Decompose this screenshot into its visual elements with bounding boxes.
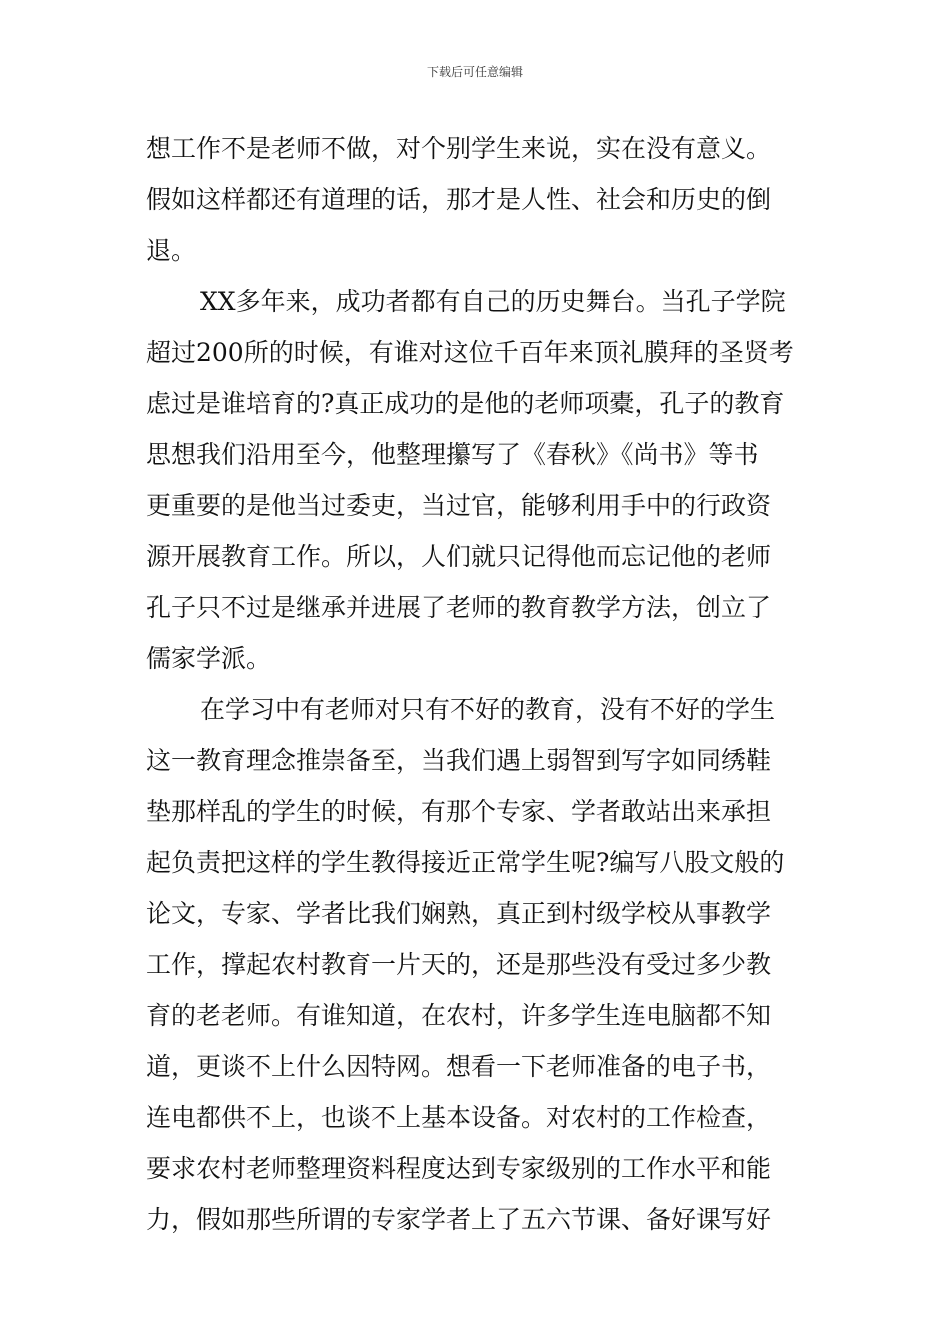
text-line: 道，更谈不上什么因特网。想看一下老师准备的电子书， — [146, 1052, 772, 1081]
paragraph-2 — [146, 276, 806, 684]
text-line: 源开展教育工作。所以，人们就只记得他而忘记他的老师 — [146, 542, 772, 571]
text-line: 在学习中有老师对只有不好的教育，没有不好的学生 — [200, 695, 776, 724]
text-line: 力，假如那些所谓的专家学者上了五六节课、备好课写好 — [146, 1205, 772, 1234]
text-line: 儒家学派。 — [146, 644, 272, 673]
text-line: 退。 — [146, 236, 197, 265]
text-line: 工作，撑起农村教育一片天的，还是那些没有受过多少教 — [146, 950, 772, 979]
text-line: 这一教育理念推崇备至，当我们遇上弱智到写字如同绣鞋 — [146, 746, 772, 775]
text-line: 思想我们沿用至今，他整理攥写了《春秋》《尚书》等书 — [146, 440, 759, 469]
document-body — [146, 123, 806, 1245]
text-line: 连电都供不上，也谈不上基本设备。对农村的工作检查， — [146, 1103, 772, 1132]
paragraph-1 — [146, 123, 806, 276]
text-line: 垫那样乱的学生的时候，有那个专家、学者敢站出来承担 — [146, 797, 772, 826]
page-header: 下载后可任意编辑 — [426, 65, 523, 79]
text-line: 育的老老师。有谁知道，在农村，许多学生连电脑都不知 — [146, 1001, 772, 1030]
text-line: 想工作不是老师不做，对个别学生来说，实在没有意义。 — [146, 134, 772, 163]
text-line: 虑过是谁培育的?真正成功的是他的老师项橐，孔子的教育 — [146, 389, 785, 418]
text-line: 超过200所的时候，有谁对这位千百年来顶礼膜拜的圣贤考 — [146, 338, 794, 367]
text-line: 起负责把这样的学生教得接近正常学生呢?编写八股文般的 — [146, 848, 785, 877]
text-line: 论文，专家、学者比我们娴熟，真正到村级学校从事教学 — [146, 899, 772, 928]
text-line: 假如这样都还有道理的话，那才是人性、社会和历史的倒 — [146, 185, 772, 214]
text-line: 更重要的是他当过委吏，当过官，能够利用手中的行政资 — [146, 491, 772, 520]
text-line: 孔子只不过是继承并进展了老师的教育教学方法，创立了 — [146, 593, 772, 622]
paragraph-3 — [146, 684, 806, 1245]
text-line: XX多年来，成功者都有自己的历史舞台。当孔子学院 — [200, 287, 786, 316]
text-line: 要求农村老师整理资料程度达到专家级别的工作水平和能 — [146, 1154, 772, 1183]
